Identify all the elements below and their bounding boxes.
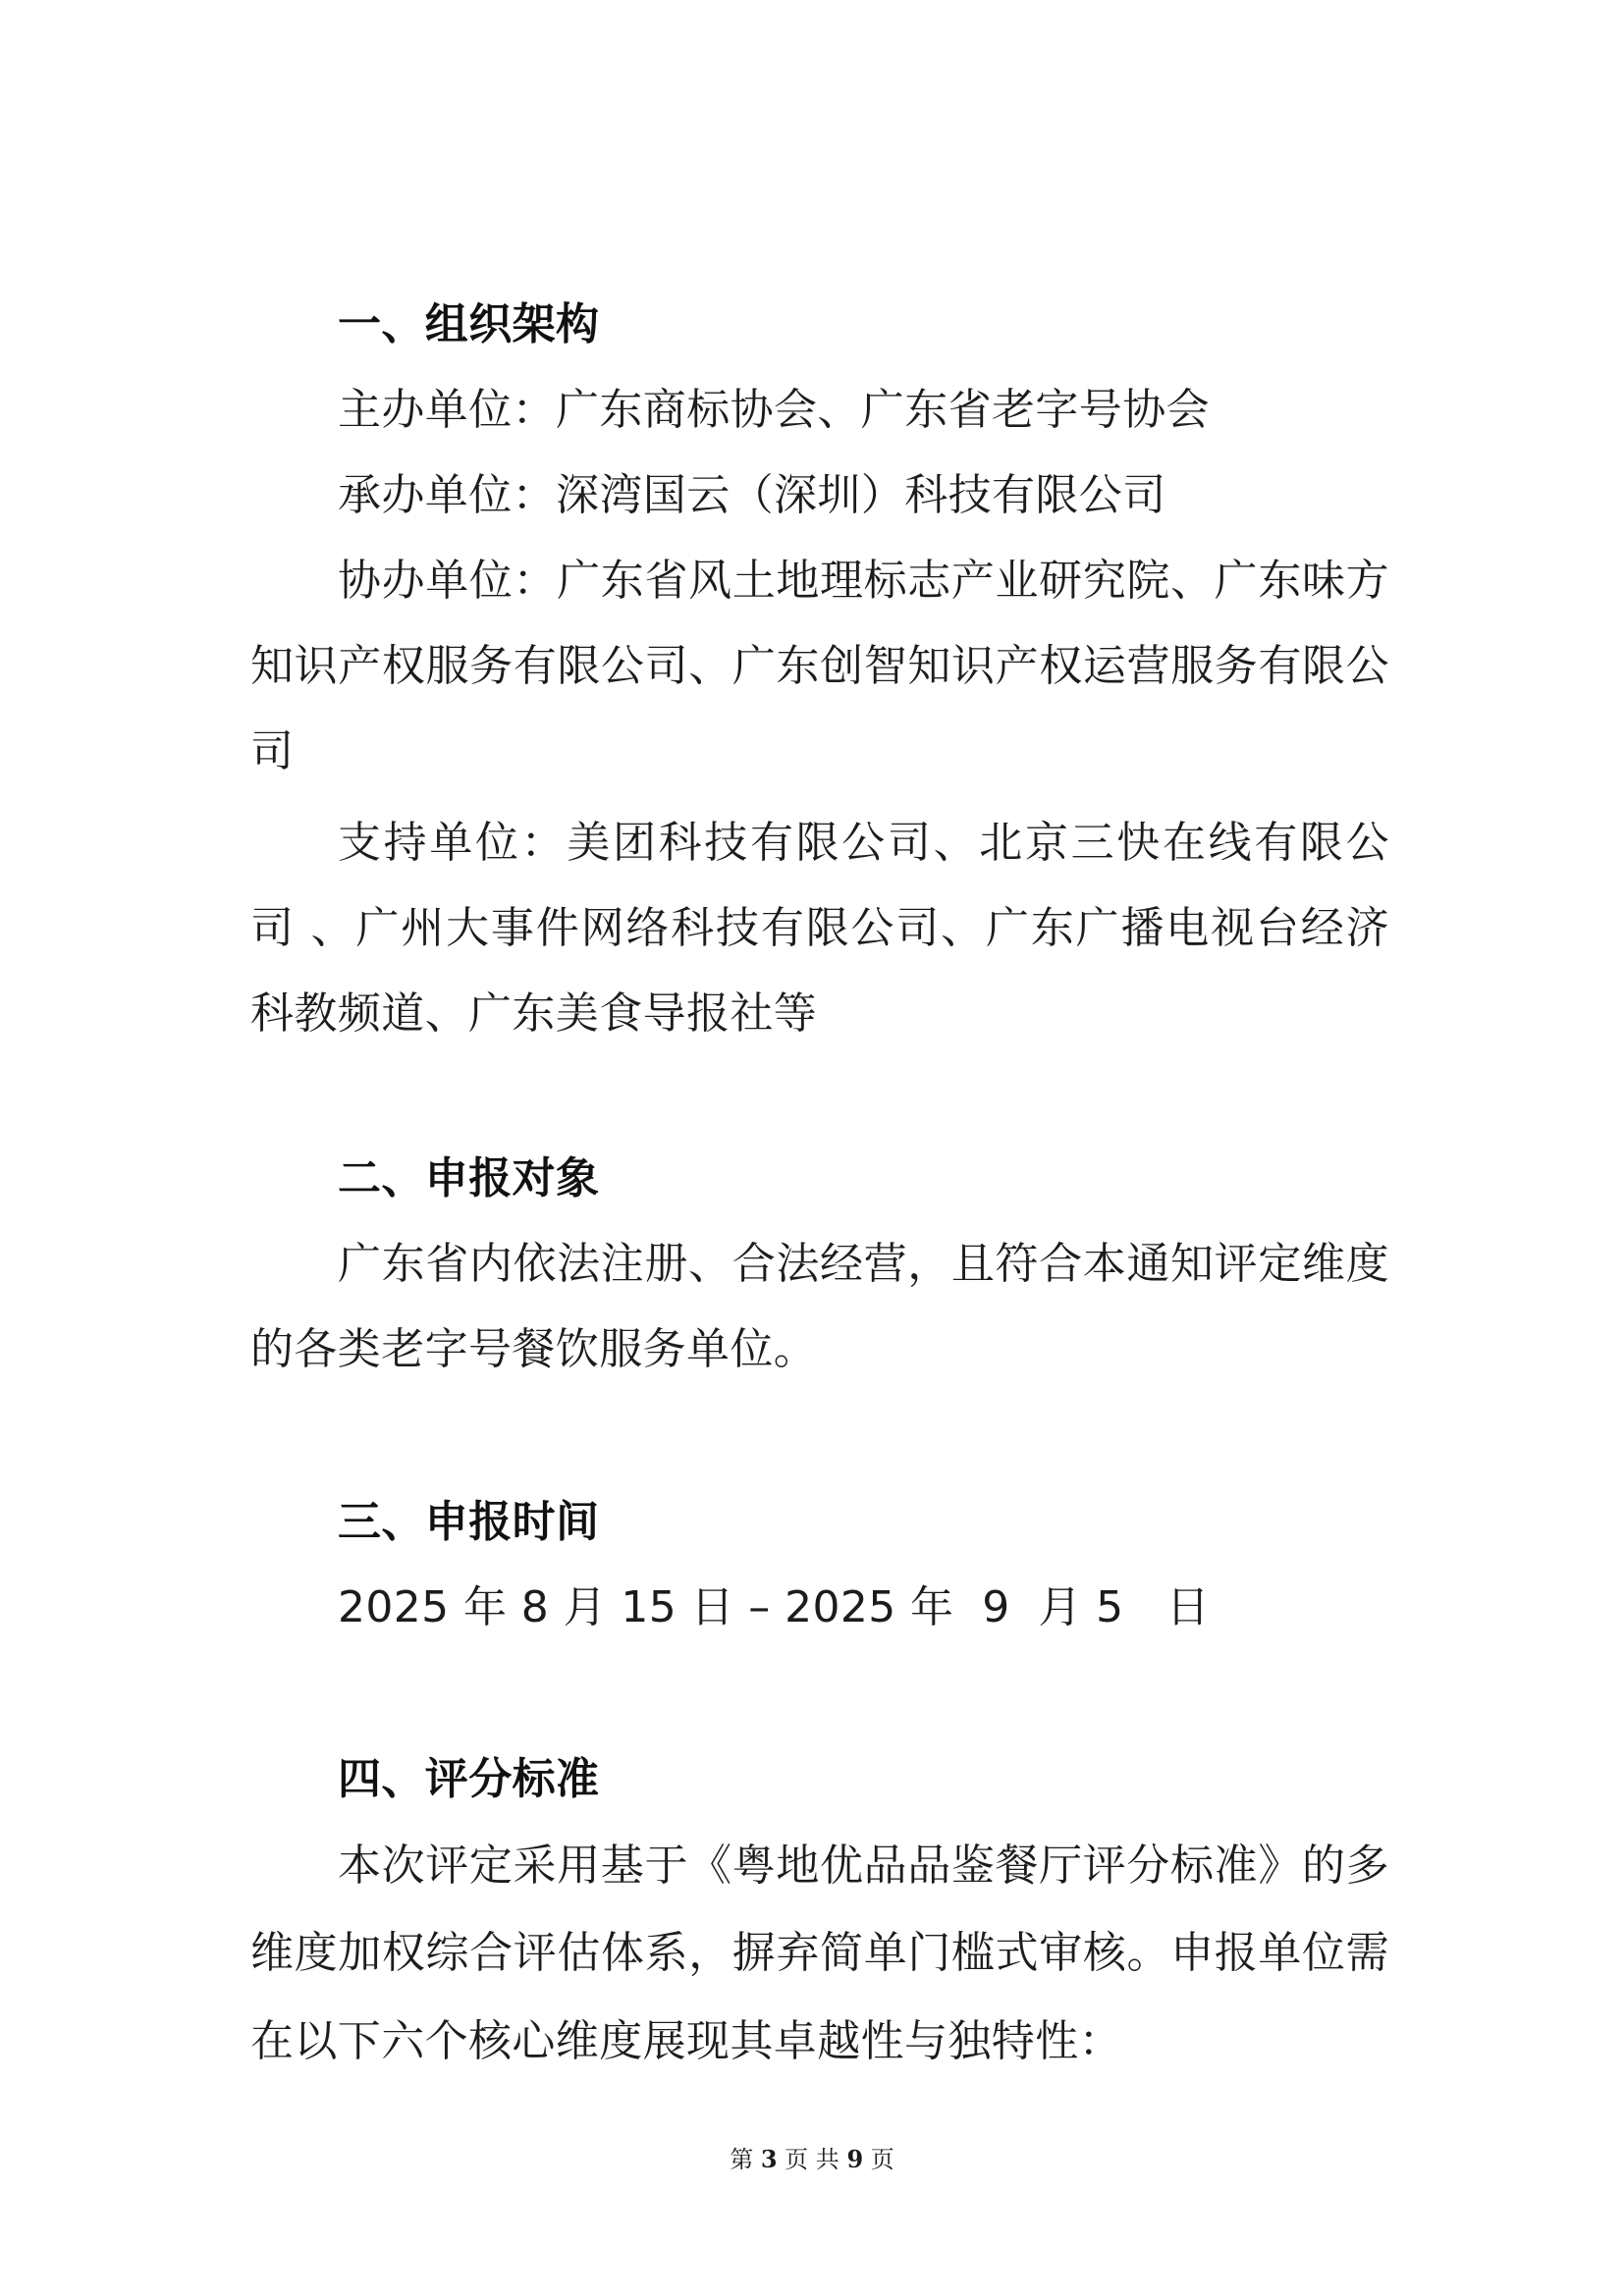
page-content	[250, 282, 1389, 2086]
text-line: 协办单位：广东省风土地理标志产业研究院、广东味方	[338, 555, 1389, 606]
text-line: 支持单位：美团科技有限公司、北京三快在线有限公	[338, 817, 1389, 868]
text-line: 主办单位：广东商标协会、广东省老字号协会	[338, 384, 1210, 435]
text-line: 承办单位：深湾国云（深圳）科技有限公司	[338, 469, 1166, 520]
footer-prefix: 第	[730, 2146, 754, 2173]
footer-suffix: 页	[870, 2146, 894, 2173]
section-organization	[250, 282, 1389, 1056]
text-line: 司 、广州大事件网络科技有限公司、广东广播电视台经济	[250, 902, 1389, 953]
text-line: 本次评定采用基于《粤地优品品鉴餐厅评分标准》的多	[338, 1840, 1389, 1891]
text-line: 司	[250, 725, 295, 776]
text-line: 科教频道、广东美食导报社等	[250, 988, 818, 1039]
paragraph-co-organizers	[250, 538, 1389, 794]
text-line: 在以下六个核心维度展现其卓越性与独特性：	[250, 2015, 1122, 2066]
total-pages: 9	[846, 2145, 864, 2173]
section-criteria	[250, 1736, 1389, 2086]
page-footer	[0, 2145, 1624, 2174]
text-line: 知识产权服务有限公司、广东创智知识产权运营服务有限公	[250, 640, 1389, 691]
section-heading: 二、申报对象	[338, 1152, 600, 1203]
text-line: 广东省内依法注册、合法经营，且符合本通知评定维度	[338, 1238, 1389, 1289]
footer-middle: 页 共	[785, 2146, 839, 2173]
page-number: 3	[760, 2145, 778, 2173]
paragraph-organizer	[250, 453, 1389, 538]
text-line: 维度加权综合评估体系，摒弃简单门槛式审核。申报单位需	[250, 1928, 1389, 1978]
date-range: 2025 年 8 月 15 日 – 2025 年 9 月 5 日	[338, 1581, 1211, 1632]
section-applicants	[250, 1136, 1389, 1392]
paragraph-schedule	[250, 1565, 1389, 1650]
paragraph-host	[250, 367, 1389, 453]
text-line: 的各类老字号餐饮服务单位。	[250, 1323, 818, 1374]
section-heading: 三、申报时间	[338, 1496, 600, 1547]
paragraph-supporters	[250, 800, 1389, 1056]
section-heading: 四、评分标准	[338, 1753, 600, 1804]
paragraph-criteria	[250, 1822, 1389, 2086]
section-heading: 一、组织架构	[338, 298, 600, 349]
paragraph-applicants	[250, 1221, 1389, 1392]
section-schedule	[250, 1479, 1389, 1650]
